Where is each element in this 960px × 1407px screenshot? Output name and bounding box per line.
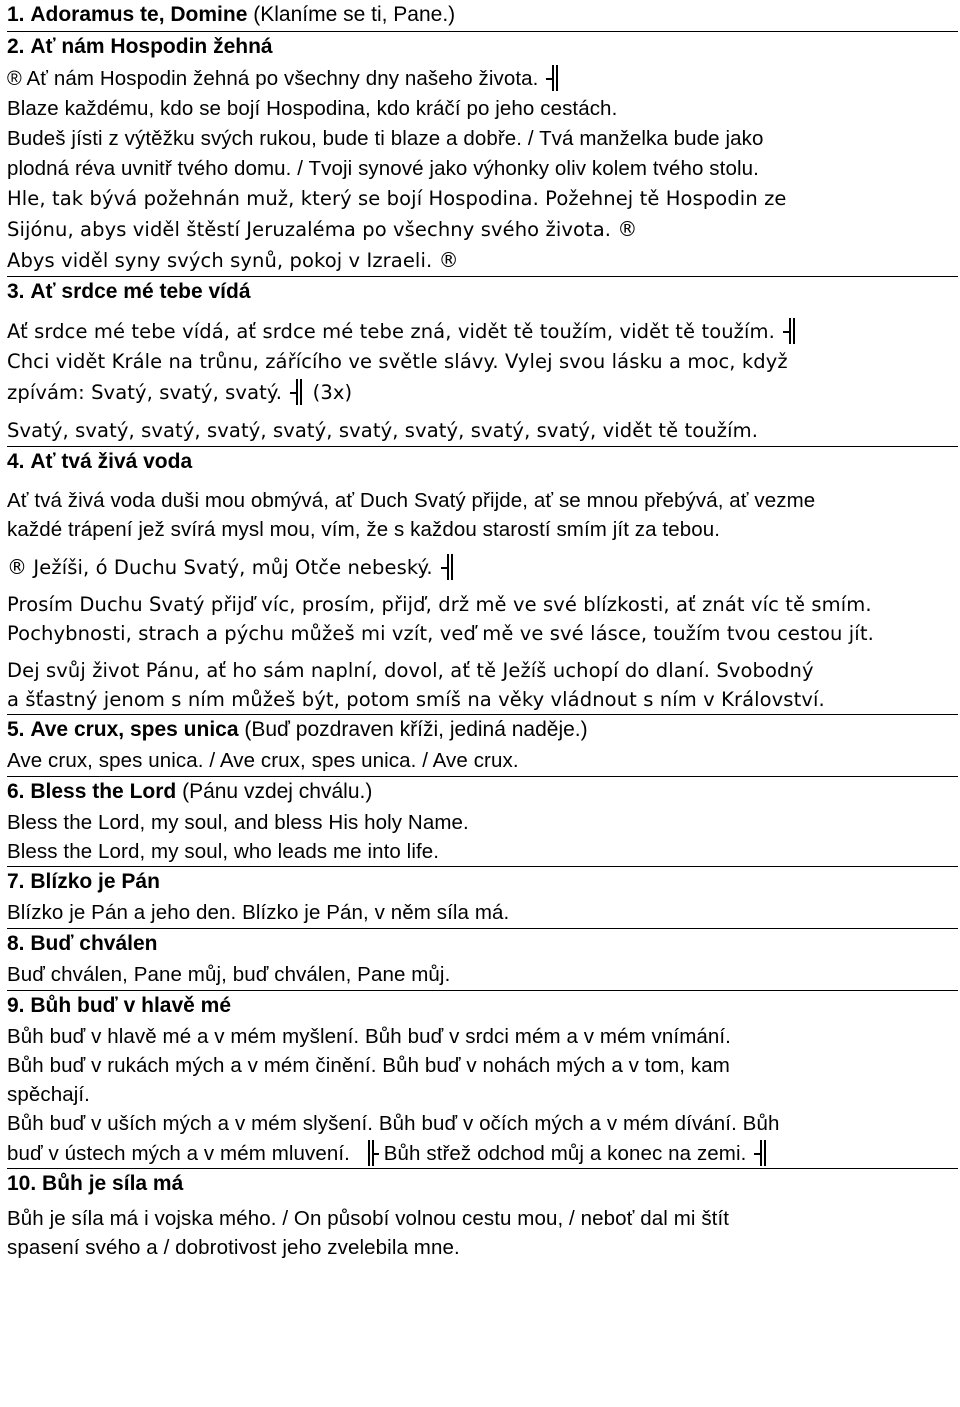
- verse-line: a šťastný jenom s ním můžeš být, potom smíš na věky vládnout s ním v Království.: [7, 688, 825, 711]
- verse-line: Budeš jísti z výtěžku svých rukou, bude ti blaze a dobře. / Tvá manželka bude jako: [7, 127, 764, 150]
- verse-line: Pochybnosti, strach a pýchu můžeš mi vzít, veď mě ve své lásce, toužím tvou cestou jít.: [7, 622, 874, 645]
- refrain-mark-icon: ®: [438, 248, 459, 272]
- song-title: [7, 1169, 958, 1200]
- song-2: [7, 32, 958, 277]
- song-number: 6.: [7, 780, 25, 803]
- repeat-start-icon: [364, 1138, 378, 1168]
- verse-line: zpívám: Svatý, svatý, svatý. (3x): [7, 377, 958, 408]
- song-6: [7, 777, 958, 867]
- verse-line: Bůh buď v rukách mých a v mém činění. Bůh buď v nohách mých a v tom, kam: [7, 1054, 730, 1077]
- song-title: [7, 777, 958, 808]
- verse-line: Ave crux, spes unica. / Ave crux, spes unica. / Ave crux.: [7, 749, 519, 772]
- song-subtitle: (Buď pozdraven kříži, jediná naděje.): [244, 718, 588, 741]
- verse-line: Blízko je Pán a jeho den. Blízko je Pán, v něm síla má.: [7, 901, 510, 924]
- song-title: [7, 867, 958, 898]
- song-number: 1.: [7, 3, 25, 26]
- song-subtitle: (Pánu vzdej chválu.): [182, 780, 373, 803]
- verse-line: spěchají.: [7, 1083, 90, 1106]
- verse-line: buď v ústech mých a v mém mluvení. Bůh střež odchod můj a konec na zemi.: [7, 1138, 958, 1168]
- verse-line: Chci vidět Krále na trůnu, zářícího ve světle slávy. Vylej svou lásku a moc, když: [7, 350, 788, 373]
- song-number: 8.: [7, 932, 25, 955]
- song-1: [7, 0, 958, 32]
- song-name: Ať nám Hospodin žehná: [30, 35, 273, 58]
- song-text: [7, 808, 958, 866]
- repeat-end-icon: [785, 316, 799, 346]
- song-title: [7, 32, 958, 63]
- song-text: [7, 960, 958, 990]
- song-text: [7, 746, 958, 776]
- song-number: 4.: [7, 450, 25, 473]
- repeat-end-icon: [443, 552, 457, 582]
- song-subtitle: (Klaníme se ti, Pane.): [253, 3, 456, 26]
- song-number: 10.: [7, 1172, 37, 1195]
- refrain-line: ® Ať nám Hospodin žehná po všechny dny našeho života.: [7, 63, 958, 94]
- song-name: Bůh je síla má: [42, 1172, 184, 1195]
- verse-line: Bůh je síla má i vojska mého. / On působí volnou cestu mou, / neboť dal mi štít: [7, 1207, 730, 1230]
- refrain-mark-icon: ®: [7, 555, 28, 579]
- song-name: Ať srdce mé tebe vídá: [30, 280, 251, 303]
- verse-line: Svatý, svatý, svatý, svatý, svatý, svatý, svatý, svatý, svatý, vidět tě toužím.: [7, 419, 759, 442]
- song-name: Adoramus te, Domine: [30, 3, 248, 26]
- verse-line: Hle, tak bývá požehnán muž, který se bojí Hospodina. Požehnej tě Hospodin ze: [7, 187, 787, 210]
- verse-line: Bůh buď v uších mých a v mém slyšení. Bůh buď v očích mých a v mém dívání. Bůh: [7, 1112, 780, 1135]
- song-number: 5.: [7, 718, 25, 741]
- verse-line: Bless the Lord, my soul, and bless His holy Name.: [7, 811, 469, 834]
- song-title: [7, 991, 958, 1022]
- song-text: [7, 898, 958, 928]
- song-name: Bless the Lord: [30, 780, 177, 803]
- song-number: 7.: [7, 870, 25, 893]
- song-title: [7, 0, 958, 31]
- repeat-end-icon: [292, 377, 306, 407]
- song-4: [7, 447, 958, 715]
- song-name: Blízko je Pán: [30, 870, 160, 893]
- song-title: [7, 929, 958, 960]
- song-name: Ave crux, spes unica: [30, 718, 239, 741]
- song-10: [7, 1169, 958, 1262]
- song-number: 2.: [7, 35, 25, 58]
- verse-line: Prosím Duchu Svatý přijď víc, prosím, přijď, drž mě ve své blízkosti, ať znát víc tě smím.: [7, 593, 872, 616]
- song-text: [7, 1200, 958, 1262]
- song-number: 9.: [7, 994, 25, 1017]
- verse-line: spasení svého a / dobrotivost jeho zvelebila mne.: [7, 1236, 460, 1259]
- repeat-end-icon: [756, 1138, 770, 1168]
- song-text: [7, 1022, 958, 1168]
- song-9: [7, 991, 958, 1169]
- song-5: [7, 715, 958, 777]
- song-text: [7, 308, 958, 446]
- verse-line: Bless the Lord, my soul, who leads me into life.: [7, 840, 440, 863]
- refrain-line: ® Ježíši, ó Duchu Svatý, můj Otče nebeský.: [7, 552, 958, 582]
- song-7: [7, 867, 958, 929]
- verse-line: Sijónu, abys viděl štěstí Jeruzaléma po všechny svého života. ®: [7, 214, 958, 245]
- song-text: [7, 63, 958, 276]
- verse-line: Abys viděl syny svých synů, pokoj v Izraeli. ®: [7, 245, 958, 276]
- songbook-page: [7, 0, 958, 1262]
- song-number: 3.: [7, 280, 25, 303]
- song-title: [7, 277, 958, 308]
- repeat-end-icon: [548, 63, 562, 93]
- song-name: Ať tvá živá voda: [30, 450, 193, 473]
- verse-line: Blaze každému, kdo se bojí Hospodina, kdo kráčí po jeho cestách.: [7, 97, 618, 120]
- verse-line: plodná réva uvnitř tvého domu. / Tvoji synové jako výhonky oliv kolem tvého stolu.: [7, 157, 759, 180]
- refrain-mark-icon: ®: [7, 68, 22, 90]
- verse-line: Dej svůj život Pánu, ať ho sám naplní, dovol, ať tě Ježíš uchopí do dlaní. Svobodný: [7, 659, 814, 682]
- verse-line: Bůh buď v hlavě mé a v mém myšlení. Bůh buď v srdci mém a v mém vnímání.: [7, 1025, 731, 1048]
- verse-line: Ať tvá živá voda duši mou obmývá, ať Duch Svatý přijde, ať se mnou přebývá, ať vezme: [7, 489, 816, 512]
- song-name: Bůh buď v hlavě mé: [30, 994, 231, 1017]
- song-title: [7, 715, 958, 746]
- song-title: [7, 447, 958, 478]
- song-text: [7, 478, 958, 714]
- verse-line: Buď chválen, Pane můj, buď chválen, Pane můj.: [7, 963, 451, 986]
- verse-line: Ať srdce mé tebe vídá, ať srdce mé tebe zná, vidět tě toužím, vidět tě toužím.: [7, 316, 958, 347]
- song-name: Buď chválen: [30, 932, 158, 955]
- song-3: [7, 277, 958, 447]
- refrain-mark-icon: ®: [617, 217, 638, 241]
- song-8: [7, 929, 958, 991]
- verse-line: každé trápení jež svírá mysl mou, vím, že s každou starostí smím jít za tebou.: [7, 518, 721, 541]
